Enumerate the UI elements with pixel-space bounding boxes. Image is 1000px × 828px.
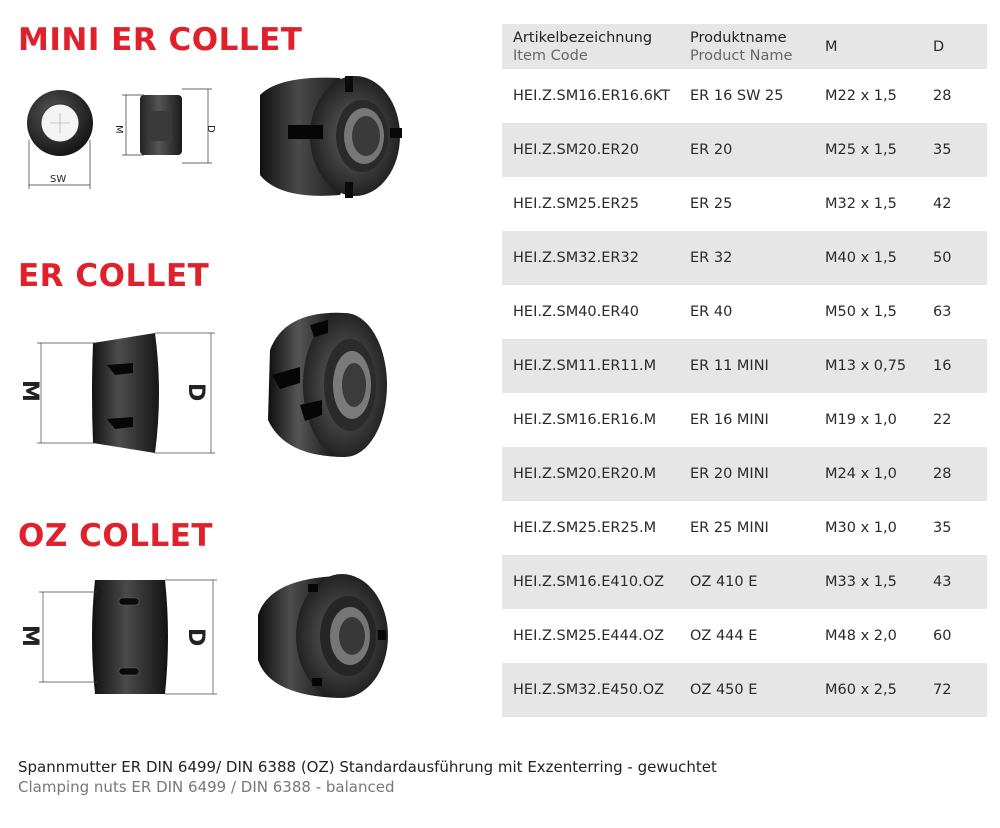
header-m: M bbox=[825, 38, 838, 55]
mini-er-side-view-drawing bbox=[108, 85, 223, 170]
d-dimension-label: D bbox=[205, 125, 216, 133]
header-product-name: Produktname Product Name bbox=[690, 29, 793, 64]
product-name-cell: ER 16 MINI bbox=[690, 412, 769, 428]
table-row bbox=[502, 663, 987, 717]
er-side-view-drawing bbox=[15, 325, 225, 460]
section-title-mini-er-collet: MINI ER COLLET bbox=[18, 22, 303, 58]
mini-er-collet-nut-image bbox=[240, 70, 405, 205]
product-name-cell: ER 25 bbox=[690, 196, 733, 212]
header-d: D bbox=[933, 38, 945, 55]
product-name-cell: ER 32 bbox=[690, 250, 733, 266]
table-row bbox=[502, 501, 987, 555]
product-table bbox=[502, 24, 987, 717]
m-cell: M48 x 2,0 bbox=[825, 628, 897, 644]
item-code-cell: HEI.Z.SM16.ER16.6KT bbox=[513, 88, 671, 104]
table-row bbox=[502, 123, 987, 177]
item-code-cell: HEI.Z.SM25.ER25.M bbox=[513, 520, 657, 536]
product-name-cell: ER 11 MINI bbox=[690, 358, 769, 374]
item-code-cell: HEI.Z.SM32.ER32 bbox=[513, 250, 639, 266]
m-cell: M13 x 0,75 bbox=[825, 358, 907, 374]
m-cell: M25 x 1,5 bbox=[825, 142, 897, 158]
d-cell: 72 bbox=[933, 682, 952, 698]
d-cell: 60 bbox=[933, 628, 952, 644]
d-cell: 16 bbox=[933, 358, 952, 374]
m-cell: M33 x 1,5 bbox=[825, 574, 897, 590]
product-name-cell: ER 20 MINI bbox=[690, 466, 769, 482]
product-name-cell: ER 40 bbox=[690, 304, 733, 320]
table-row bbox=[502, 555, 987, 609]
d-cell: 28 bbox=[933, 466, 952, 482]
product-name-cell: OZ 444 E bbox=[690, 628, 758, 644]
table-row bbox=[502, 447, 987, 501]
table-row bbox=[502, 177, 987, 231]
m-cell: M19 x 1,0 bbox=[825, 412, 897, 428]
item-code-cell: HEI.Z.SM25.E444.OZ bbox=[513, 628, 665, 644]
table-row bbox=[502, 231, 987, 285]
m-cell: M50 x 1,5 bbox=[825, 304, 897, 320]
table-row bbox=[502, 285, 987, 339]
er-collet-nut-image bbox=[250, 305, 400, 465]
d-dimension-label: D bbox=[183, 628, 208, 647]
section-title-er-collet: ER COLLET bbox=[18, 258, 210, 294]
footer-caption bbox=[18, 757, 717, 797]
footer-text-de: Spannmutter ER DIN 6499/ DIN 6388 (OZ) Standardausführung mit Exzenterring - gewuchtet bbox=[18, 758, 717, 776]
d-cell: 43 bbox=[933, 574, 952, 590]
item-code-cell: HEI.Z.SM40.ER40 bbox=[513, 304, 639, 320]
table-row bbox=[502, 393, 987, 447]
oz-collet-nut-image bbox=[250, 570, 400, 705]
d-cell: 35 bbox=[933, 520, 952, 536]
mini-er-front-view-drawing bbox=[20, 85, 100, 195]
footer-text-en: Clamping nuts ER DIN 6499 / DIN 6388 - balanced bbox=[18, 778, 395, 796]
m-cell: M32 x 1,5 bbox=[825, 196, 897, 212]
oz-side-view-drawing bbox=[15, 570, 225, 705]
product-name-cell: ER 16 SW 25 bbox=[690, 88, 784, 104]
d-cell: 28 bbox=[933, 88, 952, 104]
d-cell: 50 bbox=[933, 250, 952, 266]
d-cell: 42 bbox=[933, 196, 952, 212]
table-row bbox=[502, 609, 987, 663]
table-row bbox=[502, 339, 987, 393]
m-cell: M40 x 1,5 bbox=[825, 250, 897, 266]
product-name-cell: ER 25 MINI bbox=[690, 520, 769, 536]
d-cell: 63 bbox=[933, 304, 952, 320]
m-cell: M30 x 1,0 bbox=[825, 520, 897, 536]
d-dimension-label: D bbox=[183, 383, 208, 402]
m-dimension-label: M bbox=[17, 380, 42, 402]
m-cell: M60 x 2,5 bbox=[825, 682, 897, 698]
item-code-cell: HEI.Z.SM20.ER20 bbox=[513, 142, 639, 158]
product-name-cell: OZ 410 E bbox=[690, 574, 758, 590]
product-name-cell: ER 20 bbox=[690, 142, 733, 158]
item-code-cell: HEI.Z.SM32.E450.OZ bbox=[513, 682, 665, 698]
m-dimension-label: M bbox=[113, 125, 124, 134]
item-code-cell: HEI.Z.SM16.ER16.M bbox=[513, 412, 657, 428]
item-code-cell: HEI.Z.SM25.ER25 bbox=[513, 196, 639, 212]
d-cell: 35 bbox=[933, 142, 952, 158]
m-cell: M22 x 1,5 bbox=[825, 88, 897, 104]
m-dimension-label: M bbox=[17, 625, 42, 647]
d-cell: 22 bbox=[933, 412, 952, 428]
sw-dimension-label: SW bbox=[50, 174, 67, 185]
product-name-cell: OZ 450 E bbox=[690, 682, 758, 698]
section-title-oz-collet: OZ COLLET bbox=[18, 518, 214, 554]
item-code-cell: HEI.Z.SM16.E410.OZ bbox=[513, 574, 665, 590]
table-header bbox=[502, 24, 987, 69]
item-code-cell: HEI.Z.SM20.ER20.M bbox=[513, 466, 657, 482]
table-row bbox=[502, 69, 987, 123]
m-cell: M24 x 1,0 bbox=[825, 466, 897, 482]
item-code-cell: HEI.Z.SM11.ER11.M bbox=[513, 358, 657, 374]
header-item-code: Artikelbezeichnung Item Code bbox=[513, 29, 653, 64]
